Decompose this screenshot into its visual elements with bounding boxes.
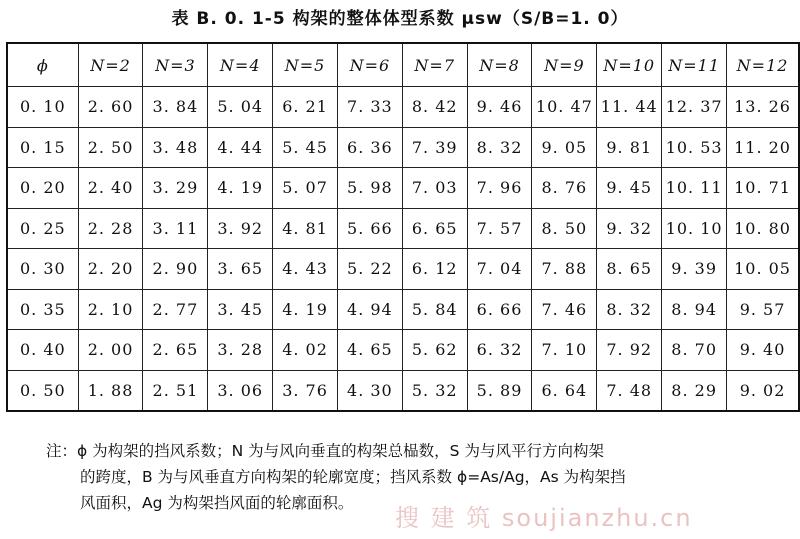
coefficient-cell: 2. 50 <box>78 127 143 168</box>
column-header-n5: N=5 <box>273 43 338 87</box>
coefficient-cell: 2. 51 <box>143 370 208 411</box>
coefficient-cell: 10. 10 <box>662 208 727 249</box>
coefficient-cell: 8. 42 <box>402 87 467 128</box>
coefficient-cell: 10. 47 <box>532 87 597 128</box>
phi-cell: 0. 10 <box>7 87 78 128</box>
coefficient-cell: 7. 03 <box>402 168 467 209</box>
coefficient-cell: 9. 46 <box>467 87 532 128</box>
coefficient-cell: 4. 43 <box>273 249 338 290</box>
coefficient-cell: 2. 00 <box>78 330 143 371</box>
coefficient-cell: 6. 36 <box>337 127 402 168</box>
coefficient-cell: 9. 81 <box>597 127 662 168</box>
phi-cell: 0. 35 <box>7 289 78 330</box>
coefficient-cell: 4. 02 <box>273 330 338 371</box>
coefficient-cell: 5. 22 <box>337 249 402 290</box>
column-header-n3: N=3 <box>143 43 208 87</box>
coefficient-cell: 7. 46 <box>532 289 597 330</box>
coefficient-cell: 4. 81 <box>273 208 338 249</box>
coefficient-cell: 3. 65 <box>208 249 273 290</box>
coefficient-cell: 7. 33 <box>337 87 402 128</box>
coefficient-cell: 9. 05 <box>532 127 597 168</box>
table-header-row <box>7 43 799 87</box>
column-header-n12: N=12 <box>727 43 799 87</box>
coefficient-table <box>6 42 800 412</box>
coefficient-cell: 6. 66 <box>467 289 532 330</box>
table-row <box>7 127 799 168</box>
coefficient-cell: 10. 80 <box>727 208 799 249</box>
coefficient-cell: 6. 32 <box>467 330 532 371</box>
coefficient-cell: 5. 62 <box>402 330 467 371</box>
coefficient-cell: 3. 06 <box>208 370 273 411</box>
coefficient-cell: 8. 76 <box>532 168 597 209</box>
coefficient-cell: 5. 45 <box>273 127 338 168</box>
coefficient-cell: 4. 65 <box>337 330 402 371</box>
coefficient-cell: 8. 50 <box>532 208 597 249</box>
coefficient-cell: 6. 65 <box>402 208 467 249</box>
column-header-n8: N=8 <box>467 43 532 87</box>
coefficient-cell: 9. 45 <box>597 168 662 209</box>
coefficient-cell: 10. 53 <box>662 127 727 168</box>
coefficient-cell: 7. 88 <box>532 249 597 290</box>
watermark: 搜 建 筑 soujianzhu.cn <box>395 504 693 532</box>
coefficient-cell: 6. 21 <box>273 87 338 128</box>
column-header-phi: ϕ <box>7 43 78 87</box>
coefficient-cell: 9. 32 <box>597 208 662 249</box>
coefficient-cell: 9. 02 <box>727 370 799 411</box>
coefficient-cell: 10. 71 <box>727 168 799 209</box>
coefficient-cell: 4. 19 <box>208 168 273 209</box>
coefficient-cell: 4. 44 <box>208 127 273 168</box>
coefficient-cell: 2. 60 <box>78 87 143 128</box>
table-title: 表 B. 0. 1-5 构架的整体体型系数 μsw（S/B=1. 0） <box>171 9 629 29</box>
coefficient-cell: 12. 37 <box>662 87 727 128</box>
coefficient-cell: 8. 94 <box>662 289 727 330</box>
coefficient-cell: 5. 66 <box>337 208 402 249</box>
phi-cell: 0. 50 <box>7 370 78 411</box>
coefficient-cell: 3. 29 <box>143 168 208 209</box>
table-row <box>7 87 799 128</box>
coefficient-cell: 3. 76 <box>273 370 338 411</box>
coefficient-cell: 3. 84 <box>143 87 208 128</box>
coefficient-cell: 4. 94 <box>337 289 402 330</box>
coefficient-cell: 3. 45 <box>208 289 273 330</box>
coefficient-cell: 9. 39 <box>662 249 727 290</box>
coefficient-cell: 5. 98 <box>337 168 402 209</box>
coefficient-cell: 8. 32 <box>467 127 532 168</box>
table-row <box>7 249 799 290</box>
coefficient-cell: 7. 10 <box>532 330 597 371</box>
coefficient-cell: 11. 44 <box>597 87 662 128</box>
coefficient-cell: 2. 20 <box>78 249 143 290</box>
coefficient-cell: 9. 40 <box>727 330 799 371</box>
coefficient-cell: 7. 96 <box>467 168 532 209</box>
coefficient-cell: 2. 10 <box>78 289 143 330</box>
coefficient-cell: 10. 11 <box>662 168 727 209</box>
coefficient-cell: 3. 28 <box>208 330 273 371</box>
column-header-n7: N=7 <box>402 43 467 87</box>
coefficient-cell: 7. 04 <box>467 249 532 290</box>
coefficient-cell: 2. 40 <box>78 168 143 209</box>
coefficient-cell: 2. 90 <box>143 249 208 290</box>
table-row <box>7 208 799 249</box>
coefficient-cell: 9. 57 <box>727 289 799 330</box>
coefficient-cell: 5. 84 <box>402 289 467 330</box>
note-line-2: 的跨度，B 为与风垂直方向构架的轮廓宽度；挡风系数 ϕ=As/Ag，As 为构架挡 <box>80 468 626 486</box>
table-row <box>7 289 799 330</box>
table-row <box>7 370 799 411</box>
note-line-3: 风面积，Ag 为构架挡风面的轮廓面积。 <box>80 494 354 512</box>
column-header-n4: N=4 <box>208 43 273 87</box>
phi-cell: 0. 15 <box>7 127 78 168</box>
coefficient-cell: 7. 39 <box>402 127 467 168</box>
coefficient-cell: 2. 77 <box>143 289 208 330</box>
column-header-n11: N=11 <box>662 43 727 87</box>
coefficient-cell: 8. 65 <box>597 249 662 290</box>
note-line-1: 注：ϕ 为构架的挡风系数；N 为与风向垂直的构架总榀数，S 为与风平行方向构架 <box>46 442 604 460</box>
column-header-n9: N=9 <box>532 43 597 87</box>
coefficient-cell: 3. 92 <box>208 208 273 249</box>
phi-cell: 0. 40 <box>7 330 78 371</box>
coefficient-cell: 5. 07 <box>273 168 338 209</box>
coefficient-cell: 4. 19 <box>273 289 338 330</box>
coefficient-cell: 8. 70 <box>662 330 727 371</box>
coefficient-cell: 13. 26 <box>727 87 799 128</box>
coefficient-cell: 6. 12 <box>402 249 467 290</box>
coefficient-cell: 7. 92 <box>597 330 662 371</box>
coefficient-cell: 2. 28 <box>78 208 143 249</box>
coefficient-cell: 8. 29 <box>662 370 727 411</box>
coefficient-cell: 5. 04 <box>208 87 273 128</box>
coefficient-cell: 11. 20 <box>727 127 799 168</box>
column-header-n6: N=6 <box>337 43 402 87</box>
table-row <box>7 168 799 209</box>
phi-cell: 0. 20 <box>7 168 78 209</box>
coefficient-cell: 3. 48 <box>143 127 208 168</box>
coefficient-cell: 4. 30 <box>337 370 402 411</box>
coefficient-cell: 10. 05 <box>727 249 799 290</box>
coefficient-cell: 3. 11 <box>143 208 208 249</box>
coefficient-cell: 7. 48 <box>597 370 662 411</box>
coefficient-cell: 5. 32 <box>402 370 467 411</box>
coefficient-cell: 8. 32 <box>597 289 662 330</box>
column-header-n2: N=2 <box>78 43 143 87</box>
coefficient-cell: 7. 57 <box>467 208 532 249</box>
coefficient-cell: 6. 64 <box>532 370 597 411</box>
coefficient-cell: 1. 88 <box>78 370 143 411</box>
phi-cell: 0. 30 <box>7 249 78 290</box>
table-row <box>7 330 799 371</box>
column-header-n10: N=10 <box>597 43 662 87</box>
coefficient-cell: 5. 89 <box>467 370 532 411</box>
phi-cell: 0. 25 <box>7 208 78 249</box>
coefficient-cell: 2. 65 <box>143 330 208 371</box>
